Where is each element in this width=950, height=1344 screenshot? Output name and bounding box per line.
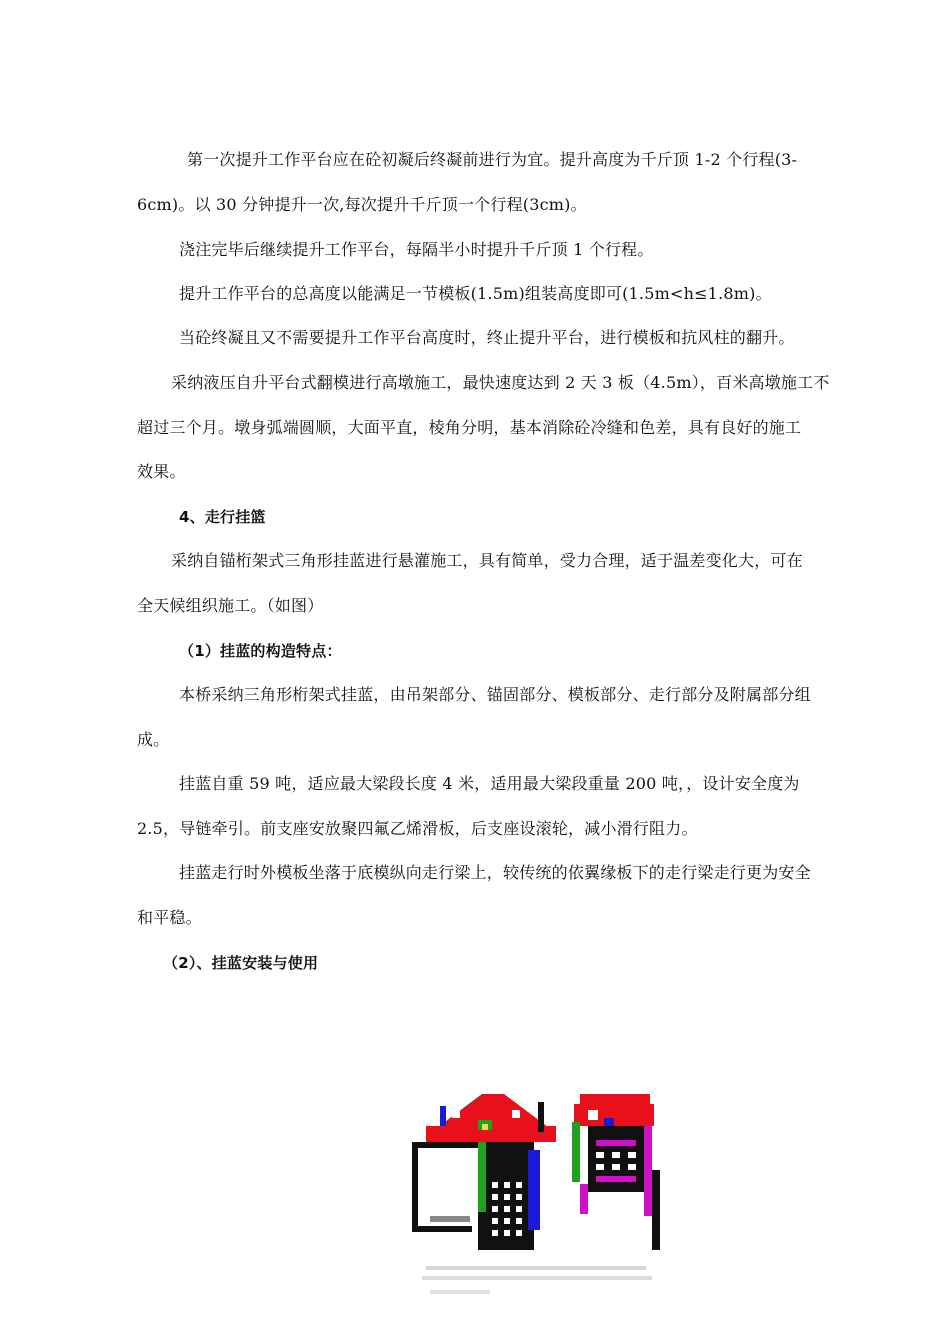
paragraph-8-line-2: 2.5，导链牵引。前支座安放聚四氟乙烯滑板，后支座设滚轮，减小滑行阻力。 bbox=[137, 819, 698, 838]
paragraph-1-line-1: 第一次提升工作平台应在砼初凝后终凝前进行为宜。提升高度为千斤顶 1-2 个行程(3- bbox=[187, 150, 798, 169]
paragraph-5-line-3: 效果。 bbox=[137, 462, 186, 481]
paragraph-8-line-1: 挂蓝自重 59 吨，适应最大梁段长度 4 米，适用最大梁段重量 200 吨，，设计安全度为 bbox=[179, 774, 800, 793]
paragraph-3: 提升工作平台的总高度以能满足一节模板(1.5m)组装高度即可(1.5m<h≤1.8m)。 bbox=[179, 284, 772, 303]
paragraph-9-line-1: 挂蓝走行时外模板坐落于底模纵向走行梁上，较传统的依翼缘板下的走行梁走行更为安全 bbox=[179, 863, 811, 882]
paragraph-2: 浇注完毕后继续提升工作平台，每隔半小时提升千斤顶 1 个行程。 bbox=[179, 240, 654, 259]
paragraph-1-line-2: 6cm)。以 30 分钟提升一次,每次提升千斤顶一个行程(3cm)。 bbox=[137, 195, 587, 214]
subsection-heading-2: （2）、挂蓝安装与使用 bbox=[163, 954, 319, 972]
paragraph-4: 当砼终凝且又不需要提升工作平台高度时，终止提升平台，进行模板和抗风柱的翻升。 bbox=[179, 328, 795, 347]
paragraph-6-line-2: 全天候组织施工。（如图） bbox=[137, 596, 324, 615]
paragraph-7-line-2: 成。 bbox=[137, 730, 170, 749]
section-heading-4: 4、走行挂篮 bbox=[179, 508, 266, 526]
paragraph-5-line-1: 采纳液压自升平台式翻模进行高墩施工，最快速度达到 2 天 3 板（4.5m），百米高墩施工不 bbox=[171, 373, 830, 392]
paragraph-9-line-2: 和平稳。 bbox=[137, 908, 202, 927]
paragraph-7-line-1: 本桥采纳三角形桁架式挂蓝，由吊架部分、锚固部分、模板部分、走行部分及附属部分组 bbox=[179, 685, 811, 704]
paragraph-6-line-1: 采纳自锚桁架式三角形挂蓝进行悬灌施工，具有简单，受力合理，适于温差变化大，可在 bbox=[171, 551, 803, 570]
paragraph-5-line-2: 超过三个月。墩身弧端圆顺，大面平直，棱角分明，基本消除砼冷缝和色差，具有良好的施工 bbox=[137, 418, 802, 437]
form-traveler-diagram-icon bbox=[412, 1080, 692, 1312]
subsection-heading-1: （1）挂蓝的构造特点： bbox=[179, 642, 342, 660]
form-traveler-figure bbox=[412, 1080, 692, 1312]
